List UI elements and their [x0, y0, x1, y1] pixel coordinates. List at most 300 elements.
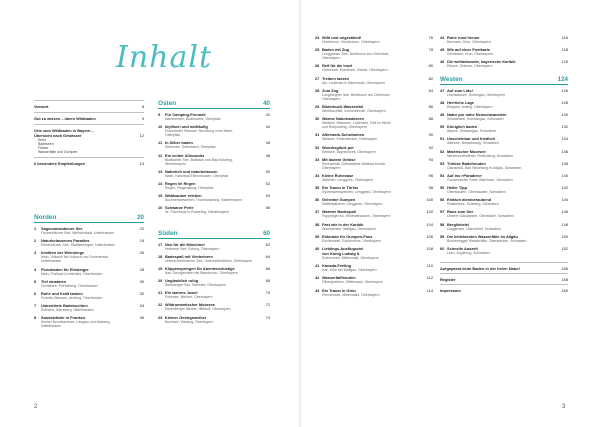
toc-entry — [440, 185, 568, 194]
entry-location: Steinberger See, Bernried, Oberbayern — [165, 283, 226, 288]
section-header-sueden — [158, 230, 270, 238]
entry-number: 23 — [158, 314, 163, 320]
toc-entry — [158, 181, 270, 190]
entry-title-text: 50 Königlich baden — [440, 124, 478, 130]
entry-title-text: 4 Flussbaden für Einsteiger — [34, 266, 89, 272]
entry-title-text: 24 Wild und ungezähmt! — [315, 35, 362, 40]
entry-location: Naab, Naturbad Etterzhausen, Oberpfalz — [165, 173, 229, 178]
entry-location: Main, Volkach bei Volkach und Sommerach, — [41, 255, 110, 260]
toc-entry — [440, 246, 568, 255]
entry-page: 94 — [428, 156, 433, 162]
toc-entry — [315, 197, 433, 206]
entry-number: 40 — [315, 246, 320, 251]
entry-location: Kleiner Brombachsee, Langlau und Absberg, — [41, 320, 111, 325]
entry-location-cont: Oberbayern — [322, 165, 341, 170]
entry-number: 51 — [440, 136, 445, 142]
toc-column-intro-north — [34, 100, 144, 332]
entry-number: 39 — [315, 233, 320, 239]
entry-title-text: 45 Wie auf einer Postkarte — [440, 47, 490, 53]
toc-entry — [440, 222, 568, 231]
entry-page: 114 — [426, 287, 433, 293]
entry-number: 54 — [440, 172, 445, 178]
toc-entry — [158, 124, 270, 137]
entry-location: Buchenegger Wasserfälle, Oberstaufen, Schwaben — [447, 238, 527, 243]
entry-title-text: 48 Herrliche Lage — [440, 99, 475, 105]
toc-entry — [440, 100, 568, 109]
section-label: Süden — [158, 229, 178, 237]
entry-number: 15 — [158, 193, 163, 199]
page-fold — [299, 0, 301, 427]
section-page: 40 — [263, 100, 270, 107]
entry-number: 55 — [440, 185, 445, 191]
entry-number: 60 — [440, 246, 445, 251]
entry-number: 28 — [315, 87, 320, 93]
entry-location: Unterer Gaisalpsee, Oberstdorf, Schwaben — [447, 214, 514, 219]
entry-title-text: 28 Zum Zug — [315, 87, 339, 93]
entry-page: 54 — [265, 193, 270, 199]
toc-entry — [440, 197, 568, 206]
entry-page: 88 — [428, 116, 433, 122]
toc-entry — [158, 140, 270, 149]
toc-entry — [34, 267, 144, 276]
entry-page: 136 — [561, 148, 568, 154]
entry-location: Weitsee, Mittersee, Lödensee, Reit im Winkl — [322, 121, 391, 126]
entry-page: 108 — [426, 246, 433, 251]
section-page: 124 — [557, 75, 568, 83]
entry-title-text: 49 Natur pur nahe Neuschwanstein — [440, 111, 507, 117]
entry-location: Eschentaler, Eschenlohe, Oberbayern — [322, 238, 381, 243]
entry-number: 4 — [34, 266, 37, 272]
entry-number: 50 — [440, 124, 445, 130]
entry-page: 92 — [428, 144, 433, 150]
entry-location: Isar, Krün bei Wallgau, Oberbayern — [322, 268, 377, 273]
entry-location: Ellertshäuser See, Stadtlauringen, Unterfranken — [41, 243, 116, 248]
toc-entry — [315, 88, 433, 101]
entry-location: Fohnsee, Iffeldorf, Oberbayern — [165, 295, 213, 300]
toc-entry — [34, 291, 144, 300]
toc-entry — [315, 288, 433, 297]
entry-title-text: Impressum — [440, 287, 461, 293]
entry-title-text: 32 Wunderglück pur — [315, 144, 354, 150]
entry-number: 2 — [34, 238, 37, 244]
entry-number: 38 — [315, 221, 320, 227]
entry-location: Gunzesrieder Tobel, Blaichach, Schwaben — [447, 177, 513, 182]
entry-title-text: 2 Naturbelassenes Paradies — [34, 238, 90, 244]
spacer — [158, 218, 270, 230]
spacer — [158, 324, 270, 327]
entry-title-text: Orte zum Wildbaden in Bayern – — [34, 128, 94, 133]
spacer — [315, 297, 433, 300]
toc-entry — [315, 116, 433, 129]
section-header-norden — [34, 214, 144, 222]
entry-location: Soiernseen, Mittenwald, Oberbayern — [322, 256, 379, 260]
toc-entry — [315, 209, 433, 218]
entry-page: 50 — [265, 168, 270, 174]
entry-location-cont: Unterfranken — [41, 259, 62, 264]
toc-entry — [34, 315, 144, 328]
entry-page: 22 — [139, 226, 144, 231]
entry-number: 27 — [315, 75, 320, 81]
toc-entry — [315, 185, 433, 194]
entry-location: Geroldsee, Krün, Oberbayern — [447, 52, 493, 57]
entry-location: Fichtelsee, Fichtelberg, Oberfranken — [41, 283, 98, 288]
entry-location: Lenggrieser See, Breitbrunn am Chiemsee, — [322, 52, 390, 57]
entry-page: 152 — [561, 246, 568, 251]
section-label: Norden — [34, 214, 57, 221]
entry-number: 3 — [34, 250, 37, 256]
entry-title-text: 22 Wildromantischer Moorsee — [158, 302, 215, 308]
section-header-westen — [440, 76, 568, 84]
entry-title-text: 6 besondere Empfehlungen — [34, 161, 86, 166]
entry-number: 47 — [440, 87, 445, 93]
entry-number: 20 — [158, 278, 163, 284]
toc-entry — [158, 315, 270, 324]
toc-entry — [158, 266, 270, 275]
entry-number: 9 — [158, 112, 161, 117]
entry-number: 17 — [158, 241, 163, 247]
entry-number: 5 — [34, 278, 37, 284]
entry-page: 26 — [139, 250, 144, 256]
entry-number: 7 — [34, 303, 37, 309]
entry-title-text: 44 Ruhe rund herum — [440, 35, 480, 40]
entry-location: Lechstausee, Schongau, Oberbayern — [447, 92, 505, 97]
entry-page: 28 — [139, 266, 144, 272]
entry-page: 12 — [139, 133, 144, 138]
toc-intro-subitem: Wasserfälle und Gumpen — [38, 150, 78, 154]
entry-title-text: Register — [440, 276, 456, 282]
entry-location: Ferchensee, Mittenwald, Oberbayern — [322, 292, 380, 297]
entry-page: 158 — [561, 276, 568, 282]
toc-entry — [440, 234, 568, 243]
entry-page: 62 — [265, 241, 270, 247]
entry-location: Lech, Augsburg, Schwaben — [447, 251, 490, 255]
entry-title-text: von König Ludwig II. — [322, 251, 361, 256]
entry-page: 76 — [428, 35, 433, 40]
entry-number: 13 — [158, 168, 163, 174]
entry-location: Staffelspitzens, Lenggries, Oberbayern — [322, 202, 383, 207]
entry-title-text: Aufgepasst beim Baden in der freien Natur! — [440, 265, 521, 271]
entry-location: Rothsee, Allersberg, Mittelfranken — [41, 308, 94, 313]
entry-number: 41 — [315, 263, 320, 269]
entry-page: 14 — [139, 161, 144, 166]
entry-location: Eixendorfer Stausee, Neunburg vorm Wald, — [165, 129, 233, 134]
entry-page: 98 — [428, 185, 433, 191]
toc-entry — [440, 173, 568, 182]
entry-number: 49 — [440, 111, 445, 117]
entry-location: Chiemsee, Kraxlinsel, Gstadt, Oberbayern — [322, 68, 388, 73]
entry-location: Riegsee, Aidling, Oberbayern — [447, 104, 493, 109]
entry-location-cont: Oberpfalz — [165, 133, 181, 138]
toc-entry — [34, 279, 144, 288]
entry-page: 68 — [265, 278, 270, 284]
entry-title-text: 42 Wasserfallfreuden — [315, 275, 356, 281]
entry-location: Walchen, Lenggries, Oberbayern — [322, 177, 374, 182]
entry-number: 45 — [440, 47, 445, 53]
entry-page: 140 — [561, 172, 568, 178]
entry-location: Alz, Laufenau in Altenmarkt, Oberbayern — [322, 80, 386, 85]
entry-location: Ölbergmühlen, Mittenwald, Oberbayern — [322, 280, 384, 285]
entry-page: 156 — [561, 265, 568, 271]
entry-page: 110 — [426, 263, 433, 269]
toc-entry — [315, 222, 433, 231]
entry-number: 29 — [315, 103, 320, 109]
entry-title-text: 60 Schnelle Auszeit — [440, 246, 478, 251]
toc-entry — [158, 112, 270, 121]
entry-title-text: 35 Ein Traum in Türkis — [315, 185, 359, 191]
entry-title-text: 56 Einfach atemberaubend — [440, 197, 492, 203]
entry-page: 132 — [561, 124, 568, 130]
entry-title-text: 26 Reif für die Insel — [315, 63, 353, 69]
entry-page: 142 — [561, 185, 568, 191]
entry-number: 36 — [315, 197, 320, 203]
entry-title-text: 17 Neu für die Münchner — [158, 241, 205, 247]
entry-location: Guggersee, Oberstdorf, Schwaben — [447, 226, 502, 231]
entry-number: 21 — [158, 290, 163, 296]
entry-title-text: 16 Schwarze Perle — [158, 205, 194, 211]
entry-location-cont: und Ruhpolding, Oberbayern — [322, 125, 367, 130]
entry-number: 53 — [440, 160, 445, 166]
toc-entry — [315, 63, 433, 72]
entry-title-text: 53 Türkise Badefreuden — [440, 160, 486, 166]
entry-page: 72 — [265, 302, 270, 308]
entry-number: 19 — [158, 265, 163, 271]
entry-number: 34 — [315, 172, 320, 178]
entry-title-text: 23 Kleiner Gebirgsweiher — [158, 314, 207, 320]
toc-column-south-cont — [315, 35, 433, 300]
toc-entry — [34, 238, 144, 247]
entry-title-text: 7 Unberührte Badebuchten — [34, 303, 88, 309]
entry-title-text: 43 Ein Traum in Grün — [315, 287, 356, 293]
entry-location: Main, Floßbad Lichtenfels, Oberfranken — [41, 271, 103, 276]
toc-entry — [440, 112, 568, 121]
toc-entry — [315, 35, 433, 44]
entry-number: 52 — [440, 148, 445, 154]
toc-entry — [440, 47, 568, 56]
entry-location: Nammersee, Bodenwöhr, Oberpfalz — [165, 117, 221, 121]
entry-page: 70 — [265, 290, 270, 296]
page-number-right: 3 — [562, 404, 566, 410]
entry-title-text: 51 Unscheinbar und friedlich — [440, 136, 495, 142]
entry-page: 112 — [426, 275, 433, 281]
toc-intro-subitem: Flüsse — [38, 146, 49, 150]
entry-title-text: Vorwort — [34, 104, 49, 109]
toc-entry — [34, 303, 144, 312]
entry-page: 9 — [141, 116, 144, 121]
entry-number: 35 — [315, 185, 320, 191]
entry-title-text: 39 Eldorado für Gumpen-Fans — [315, 233, 373, 239]
toc-entry — [158, 242, 270, 251]
entry-location-cont: Oberbayern — [322, 96, 341, 101]
entry-location: Schwansee, Schwangau, Schwaben — [447, 116, 504, 121]
entry-page: 128 — [561, 99, 568, 105]
toc-entry — [315, 76, 433, 85]
entry-page: 64 — [265, 253, 270, 259]
entry-location: Ostrachtal, Bad Hindelang im Allgäu, Schwaben — [447, 165, 522, 170]
page-title: Inhalt — [116, 40, 213, 75]
section-page: 60 — [263, 229, 270, 237]
entry-location: Eitzenberger Weiher, Iffeldorf, Oberbayern — [165, 307, 231, 312]
entry-title-text: 13 Natürlich und naturbelassen — [158, 168, 218, 174]
toc-entry — [440, 88, 568, 97]
entry-title-text: 30 Warme Naturbadeseen — [315, 116, 365, 122]
toc-entry — [158, 193, 270, 202]
entry-title-text: 8 Sandstrände in Franken — [34, 315, 86, 321]
entry-title-text: 21 Ein wahres Juwel — [158, 290, 198, 296]
entry-page: 74 — [265, 314, 270, 320]
entry-page: 56 — [265, 205, 270, 211]
entry-page: 30 — [139, 278, 144, 284]
entry-title-text: 55 Heller Tipp — [440, 185, 468, 191]
entry-location: Rohrachfall, Ohlstadt/bei Wildbad Kreuth, — [322, 161, 387, 166]
entry-title-text: 40 Lieblings-Ausflugsziel — [315, 246, 364, 251]
section-label: Osten — [158, 100, 177, 107]
toc-entry — [440, 149, 568, 158]
entry-title-text: 27 Treiben lassen — [315, 75, 350, 81]
toc-entry — [158, 169, 270, 178]
toc-entry — [158, 302, 270, 311]
entry-number: 37 — [315, 209, 320, 215]
entry-title-text: 41 Kanada-Feeling — [315, 263, 351, 269]
entry-number: 25 — [315, 47, 320, 53]
entry-page: 138 — [561, 160, 568, 166]
entry-title-text: 52 Malerischer Moorsee — [440, 148, 486, 154]
entry-page: 80 — [428, 63, 433, 69]
entry-location-cont: Oberbayern — [322, 56, 341, 61]
entry-location-cont: Niederbayern — [165, 161, 187, 166]
toc-entry — [158, 278, 270, 287]
toc-entry — [158, 205, 270, 214]
entry-page: 130 — [561, 111, 568, 117]
entry-location: Eibsee, Grainau, Oberbayern — [447, 64, 493, 69]
entry-location: Feisnitz-Stausee, Arzberg, Oberfranken — [41, 295, 103, 300]
entry-number: 32 — [315, 144, 320, 150]
entry-page: 134 — [561, 136, 568, 142]
entry-number: 26 — [315, 63, 320, 69]
toc-entry — [315, 246, 433, 260]
entry-title-text: 31 Afterwork-Schwimmen — [315, 132, 365, 138]
entry-title-text: 38 Fast wie in der Karibik — [315, 221, 364, 227]
entry-number: 33 — [315, 156, 320, 162]
entry-page: 120 — [561, 59, 568, 65]
entry-number: 30 — [315, 116, 320, 122]
entry-number: 12 — [158, 152, 163, 158]
entry-page: 144 — [561, 197, 568, 203]
entry-location: Hochkrone, Holzkirchen, Oberbayern — [322, 40, 380, 44]
entry-page: 24 — [139, 238, 144, 244]
entry-title-text: 15 Waldzauber erleben — [158, 193, 202, 199]
entry-title-text: 47 Auf zum Lido! — [440, 87, 473, 93]
entry-page: 34 — [139, 303, 144, 309]
entry-location-cont: Mittelfranken — [41, 324, 62, 329]
entry-title-text: 3 Inmitten der Weinberge — [34, 250, 85, 256]
entry-page: 8 — [141, 104, 144, 109]
spacer — [34, 328, 144, 331]
entry-page: 100 — [426, 197, 433, 203]
toc-entry — [440, 136, 568, 145]
page-number-left: 2 — [34, 404, 38, 410]
entry-page: 104 — [426, 221, 433, 227]
entry-location: Weißbachfall, Schneizlreuth, Oberbayern — [322, 108, 386, 113]
entry-location: Silbersee, Tiefenbach, Oberpfalz — [165, 145, 216, 150]
entry-title-text: 29 Bilderbuch-Wasserfall — [315, 103, 363, 109]
entry-location: Oberstaufen, Oberstaufen, Schwaben — [447, 190, 506, 195]
toc-entry — [158, 290, 270, 299]
entry-number: 59 — [440, 233, 445, 239]
toc-entry — [315, 104, 433, 113]
entry-number: 43 — [315, 287, 320, 293]
entry-location: Pupplinger Au, Wolfratshausen, Oberbayern — [322, 214, 391, 219]
entry-title-text: 6 Ruhe und Kraft tanken — [34, 290, 83, 296]
entry-number: 18 — [158, 253, 163, 259]
entry-location: Blaibacher See, Blaibach und Bad Kötzting, — [165, 157, 233, 162]
entry-number: 48 — [440, 99, 445, 105]
entry-title-text: 5 Tief einatmen — [34, 278, 67, 284]
toc-entry — [440, 209, 568, 218]
entry-page: 78 — [428, 47, 433, 53]
entry-page: 126 — [561, 87, 568, 93]
entry-number: 57 — [440, 209, 445, 215]
entry-page: 52 — [265, 180, 270, 186]
entry-number: 31 — [315, 132, 320, 138]
entry-location: Weitsee, Kiefersfelden, Oberbayern — [322, 137, 378, 142]
entry-title-text: 34 Kleine Ruheoase — [315, 172, 354, 178]
toc-column-east-south — [158, 100, 270, 327]
entry-title-text: 12 Ein echter Allrounder — [158, 152, 205, 158]
entry-location: Attlesee, Nesselwang, Schwaben — [447, 141, 499, 146]
entry-title-text: 25 Baden mit Zug — [315, 47, 350, 53]
toc-entry — [440, 124, 568, 133]
entry-title-text: 36 Geheime Gumpen — [315, 197, 356, 203]
entry-page: 66 — [265, 265, 270, 271]
entry-title-text: 33 Mit lautem Getöse — [315, 156, 356, 162]
entry-title-text: 9 Für Camping-Freunde — [158, 112, 206, 117]
entry-page: 106 — [426, 233, 433, 239]
entry-page: 102 — [426, 209, 433, 215]
entry-location: Hollerner See, Eching, Oberbayern — [165, 246, 220, 251]
entry-location: Barmsee, Krün, Oberbayern — [447, 40, 491, 44]
toc-entry — [315, 132, 433, 141]
entry-location: Langbürgner See, Breitbrunn am Chiemsee, — [322, 92, 391, 97]
entry-title-text: 14 Regen im Regen — [158, 180, 196, 186]
entry-location: Walchensee, Wallgau, Oberbayern — [322, 226, 377, 231]
entry-page: 146 — [561, 209, 568, 215]
entry-page: 148 — [561, 221, 568, 227]
toc-entry — [315, 145, 433, 154]
entry-location: Sylvensteinspeicher, Lenggries, Oberbayern — [322, 190, 391, 195]
entry-title-text: 37 Warmer Badespaß — [315, 209, 357, 215]
entry-title-text: 57 Raus zum See — [440, 209, 474, 215]
entry-page: 150 — [561, 233, 568, 239]
entry-number: 10 — [158, 124, 163, 130]
toc-entry — [315, 173, 433, 182]
toc-entry — [315, 275, 433, 284]
entry-page: 86 — [428, 103, 433, 109]
toc-entry — [158, 254, 270, 263]
entry-title-text: Gut zu wissen – übers Wildbaden — [34, 116, 96, 121]
entry-location: Frickenhäuser See, Mellrichstadt, Unterfranken — [41, 231, 115, 235]
entry-number: 11 — [158, 140, 163, 146]
entry-title-text: 1 Sagenumwobener See — [34, 226, 83, 231]
entry-page: 48 — [265, 152, 270, 158]
entry-number: 24 — [315, 35, 320, 40]
toc-intro-subitem: Badeseen — [38, 142, 54, 146]
entry-page: 96 — [428, 172, 433, 178]
entry-title-text: Übersicht nach Gewässer — [34, 133, 82, 138]
entry-title-text: 54 Auf ins »Paradies« — [440, 172, 482, 178]
toc-intro-subitem: Seen — [38, 138, 47, 142]
entry-number: 42 — [315, 275, 320, 281]
toc-entry — [440, 59, 568, 68]
